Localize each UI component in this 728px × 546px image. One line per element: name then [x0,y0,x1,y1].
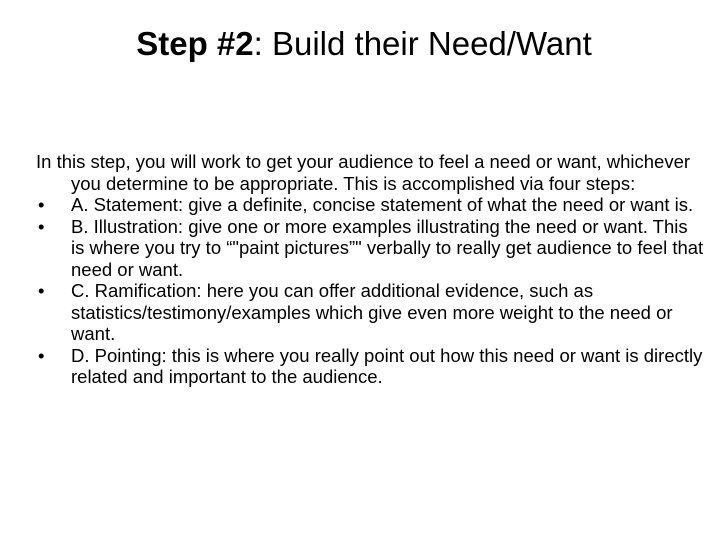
list-item-illustration [36,216,704,281]
body-text [36,151,704,388]
slide-title [0,22,728,66]
list-item-text: B. Illustration: give one or more examples illustrating the need or want. This is where you try to “"paint pictures”" verbally to really get audience to feel that need or want. [71,215,704,280]
bullet-icon: • [38,194,45,215]
bullet-icon: • [38,280,45,301]
bullet-icon: • [38,215,45,237]
intro-paragraph: In this step, you will work to get your audience to feel a need or want, whichever you determine to be appropriate. This is accomplished via four steps: [36,151,691,194]
list-item-text: A. Statement: give a definite, concise statement of what the need or want is. [71,194,694,215]
list-item-text: C. Ramification: here you can offer additional evidence, such as statistics/testimony/examples which give even more weight to the need or want. [71,280,673,344]
list-item-pointing [36,345,704,388]
title-rest: : Build their Need/Want [253,25,592,62]
list-item-text: D. Pointing: this is where you really point out how this need or want is directly related and important to the audience. [71,344,703,387]
bullet-icon: • [38,344,45,366]
list-item-statement [36,194,704,216]
list-item-ramification [36,280,704,345]
title-bold: Step #2 [136,25,254,62]
